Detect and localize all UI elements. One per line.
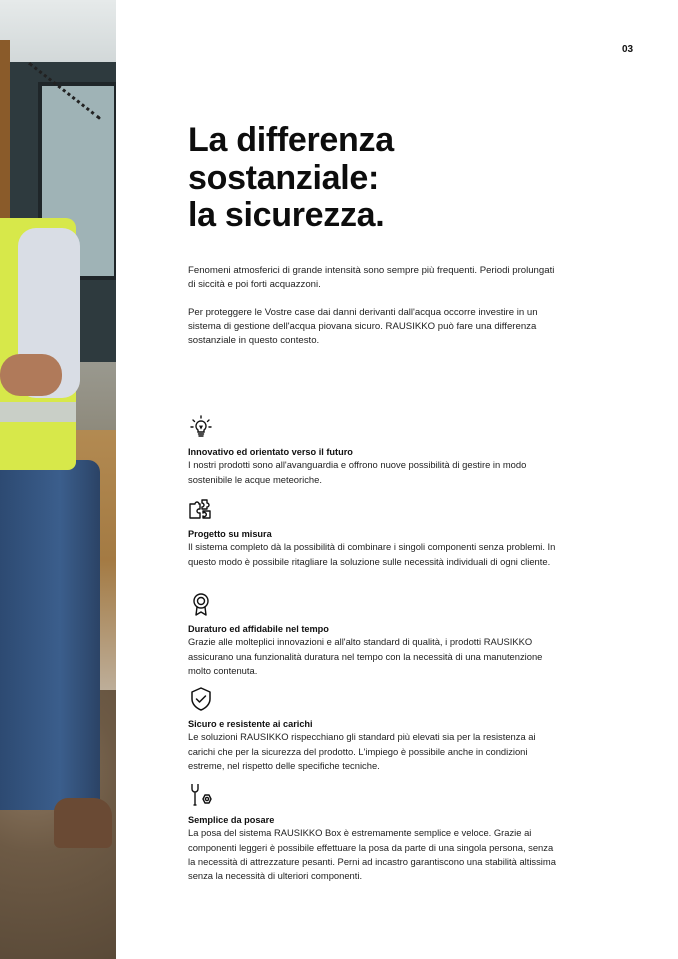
feature-text: Le soluzioni RAUSIKKO rispecchiano gli standard più elevati sia per la resistenza ai carichi che per la sicurezza del prodotto. L'impiego è possibile anche in condizioni estreme, nel rispetto delle specifiche tecniche. <box>188 731 536 771</box>
wrench-nut-icon <box>188 782 214 808</box>
title-line: sostanziale: <box>188 158 380 197</box>
feature-text: Grazie alle molteplici innovazioni e all'alto standard di qualità, i prodotti RAUSIKKO assicurano una funzionalità duratura nel tempo con la necessità di una manutenzione molto contenuta. <box>188 636 543 676</box>
intro-paragraph: Fenomeni atmosferici di grande intensità sono sempre più frequenti. Periodi prolungati di siccità e poi forti acquazzoni. <box>188 265 555 290</box>
feature-title: Semplice da posare <box>188 815 275 825</box>
feature-safe <box>188 686 563 773</box>
intro-text <box>188 264 558 362</box>
intro-paragraph: Per proteggere le Vostre case dai danni derivanti dall'acqua occorre investire in un sistema di gestione dell'acqua piovana sicuro. RAUSIKKO può fare una differenza sostanziale in questo contesto. <box>188 306 538 346</box>
title-line: La differenza <box>188 121 394 159</box>
title-line: la sicurezza. <box>188 196 385 235</box>
feature-text: Il sistema completo dà la possibilità di combinare i singoli componenti senza problemi. In questo modo è possibile ritagliare la soluzione sulle necessità individuali di ogni cliente. <box>188 541 556 567</box>
award-medal-icon <box>188 591 214 617</box>
feature-title: Progetto su misura <box>188 529 272 539</box>
feature-title: Innovativo ed orientato verso il futuro <box>188 447 353 457</box>
worker-photo <box>0 0 116 959</box>
feature-innovative <box>188 414 563 487</box>
page-number: 03 <box>622 44 634 55</box>
shield-check-icon <box>188 686 214 712</box>
feature-title: Duraturo ed affidabile nel tempo <box>188 624 329 634</box>
page-title <box>188 122 628 235</box>
feature-title: Sicuro e resistente ai carichi <box>188 719 313 729</box>
feature-text: I nostri prodotti sono all'avanguardia e offrono nuove possibilità di gestire in modo sostenibile le acque meteoriche. <box>188 459 527 485</box>
feature-custom-project <box>188 496 563 569</box>
feature-text: La posa del sistema RAUSIKKO Box è estremamente semplice e veloce. Grazie ai componenti leggeri è possibile effettuare la posa da parte di una singola persona, senza la necessità di attrezzature pesanti. Perni ad incastro garantiscono una stabilità altissima senza la necessità di ulteriori componenti. <box>188 827 556 881</box>
puzzle-icon <box>188 496 214 522</box>
feature-easy-install <box>188 782 563 883</box>
feature-durable <box>188 591 563 678</box>
lightbulb-icon <box>188 414 214 440</box>
